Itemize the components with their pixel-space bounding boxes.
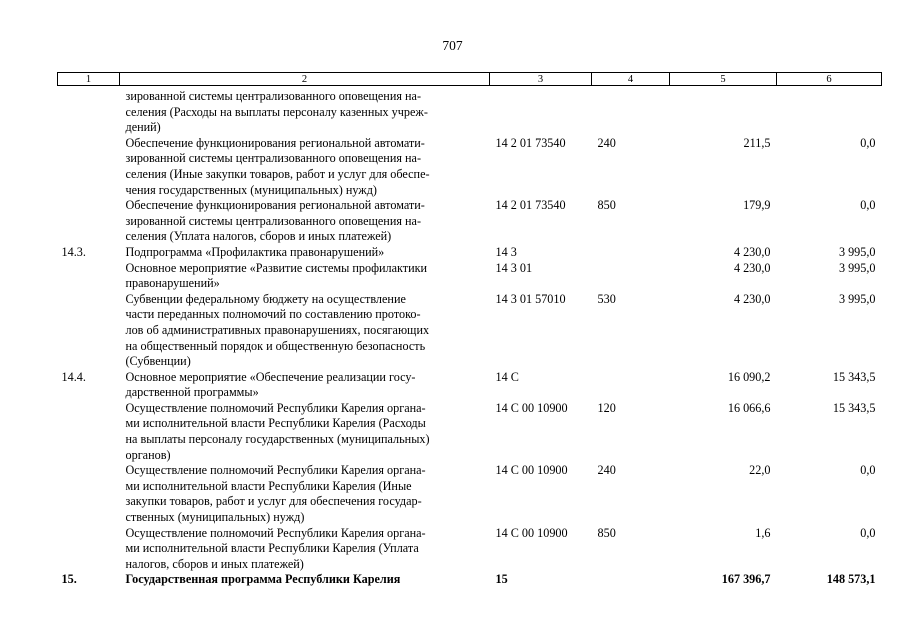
row-amount-col6: 148 573,1 bbox=[826, 572, 876, 587]
row-number bbox=[58, 86, 120, 136]
table-row bbox=[58, 370, 882, 401]
page-number: 707 bbox=[442, 38, 463, 53]
row-amount-col5: 1,6 bbox=[755, 525, 771, 540]
table-row bbox=[58, 526, 882, 573]
row-code: 14 С 00 10900 bbox=[495, 525, 568, 540]
header-cell-6: 6 bbox=[777, 73, 882, 86]
row-code: 14 3 01 bbox=[495, 260, 533, 275]
row-code: 14 С 00 10900 bbox=[495, 400, 568, 415]
table-header bbox=[58, 73, 882, 86]
row-expense-type: 240 bbox=[597, 135, 616, 150]
row-number bbox=[58, 463, 120, 525]
table-row bbox=[58, 292, 882, 370]
row-code: 14 С bbox=[495, 369, 519, 384]
row-amount-col5: 167 396,7 bbox=[721, 572, 771, 587]
row-expense-type: 530 bbox=[597, 291, 616, 306]
row-code: 14 С 00 10900 bbox=[495, 463, 568, 478]
row-amount-col6: 15 343,5 bbox=[832, 369, 876, 384]
row-code bbox=[490, 86, 592, 136]
table-row bbox=[58, 86, 882, 136]
row-name: Обеспечение функционирования региональной автомати- зированной системы централизованного оповещения на- селения (Иные закупки товаров, работ и услуг для обеспе- чения государственных (муниципальных) нужд) bbox=[125, 135, 430, 197]
row-number bbox=[58, 136, 120, 198]
row-amount-col5: 22,0 bbox=[749, 463, 771, 478]
row-amount-col6: 3 995,0 bbox=[838, 291, 876, 306]
row-code: 14 3 01 57010 bbox=[495, 291, 566, 306]
row-expense-type bbox=[592, 261, 670, 292]
table-body bbox=[58, 86, 882, 589]
row-name: Государственная программа Республики Карелия bbox=[125, 572, 401, 587]
row-name: Осуществление полномочий Республики Карелия органа- ми исполнительной власти Республики Карелия (Иные закупки товаров, работ и услуг для обеспечения государ- ственных (муниципальных) нужд) bbox=[125, 463, 426, 525]
row-amount-col5: 4 230,0 bbox=[733, 291, 771, 306]
row-amount-col5: 4 230,0 bbox=[733, 244, 771, 259]
table-row bbox=[58, 245, 882, 261]
row-code: 15 bbox=[495, 572, 508, 587]
row-code: 14 2 01 73540 bbox=[495, 135, 566, 150]
row-expense-type bbox=[592, 86, 670, 136]
row-name: Субвенции федеральному бюджету на осуществление части переданных полномочий по составлению протоко- лов об административных правонарушениях, посягающих на общественный порядок и общественную безопасность (Субвенции) bbox=[125, 291, 430, 369]
row-number bbox=[58, 198, 120, 245]
budget-table bbox=[57, 72, 882, 588]
row-amount-col6: 15 343,5 bbox=[832, 400, 876, 415]
row-number: 15. bbox=[61, 572, 77, 587]
row-name: Подпрограмма «Профилактика правонарушений» bbox=[125, 244, 385, 259]
table-row bbox=[58, 401, 882, 463]
row-amount-col5: 16 066,6 bbox=[727, 400, 771, 415]
row-number bbox=[58, 401, 120, 463]
table-row bbox=[58, 136, 882, 198]
row-number bbox=[58, 261, 120, 292]
header-cell-4: 4 bbox=[592, 73, 670, 86]
header-cell-3: 3 bbox=[490, 73, 592, 86]
header-row bbox=[58, 73, 882, 86]
table-row bbox=[58, 261, 882, 292]
row-amount-col5: 4 230,0 bbox=[733, 260, 771, 275]
header-cell-1: 1 bbox=[58, 73, 120, 86]
row-expense-type: 120 bbox=[597, 400, 616, 415]
row-name: Осуществление полномочий Республики Карелия органа- ми исполнительной власти Республики Карелия (Уплата налогов, сборов и иных платежей) bbox=[125, 525, 426, 571]
row-amount-col6: 0,0 bbox=[860, 463, 876, 478]
header-cell-2: 2 bbox=[120, 73, 490, 86]
row-expense-type: 850 bbox=[597, 198, 616, 213]
row-number bbox=[58, 292, 120, 370]
row-name: Основное мероприятие «Развитие системы профилактики правонарушений» bbox=[125, 260, 428, 291]
table-row bbox=[58, 572, 882, 588]
row-name: зированной системы централизованного оповещения на- селения (Расходы на выплаты персоналу казенных учреж- дений) bbox=[125, 89, 428, 135]
row-amount-col6: 0,0 bbox=[860, 525, 876, 540]
header-cell-5: 5 bbox=[670, 73, 777, 86]
row-expense-type bbox=[592, 572, 670, 588]
row-amount-col5: 179,9 bbox=[743, 198, 771, 213]
row-expense-type bbox=[592, 245, 670, 261]
row-amount-col6 bbox=[777, 86, 882, 136]
table-row bbox=[58, 463, 882, 525]
row-number bbox=[58, 526, 120, 573]
row-amount-col5: 211,5 bbox=[743, 135, 771, 150]
row-amount-col6: 3 995,0 bbox=[838, 244, 876, 259]
row-number: 14.4. bbox=[61, 369, 86, 384]
row-code: 14 3 bbox=[495, 244, 517, 259]
row-code: 14 2 01 73540 bbox=[495, 198, 566, 213]
row-amount-col6: 3 995,0 bbox=[838, 260, 876, 275]
table-row bbox=[58, 198, 882, 245]
row-name: Основное мероприятие «Обеспечение реализации госу- дарственной программы» bbox=[125, 369, 416, 400]
row-amount-col6: 0,0 bbox=[860, 135, 876, 150]
row-name: Обеспечение функционирования региональной автомати- зированной системы централизованного оповещения на- селения (Уплата налогов, сборов и иных платежей) bbox=[125, 198, 425, 244]
row-number: 14.3. bbox=[61, 244, 86, 259]
row-amount-col5 bbox=[670, 86, 777, 136]
row-expense-type: 850 bbox=[597, 525, 616, 540]
row-expense-type bbox=[592, 370, 670, 401]
row-expense-type: 240 bbox=[597, 463, 616, 478]
row-name: Осуществление полномочий Республики Карелия органа- ми исполнительной власти Республики Карелия (Расходы на выплаты персоналу государственных (муниципальных) органов) bbox=[125, 400, 430, 462]
row-amount-col5: 16 090,2 bbox=[727, 369, 771, 384]
row-amount-col6: 0,0 bbox=[860, 198, 876, 213]
